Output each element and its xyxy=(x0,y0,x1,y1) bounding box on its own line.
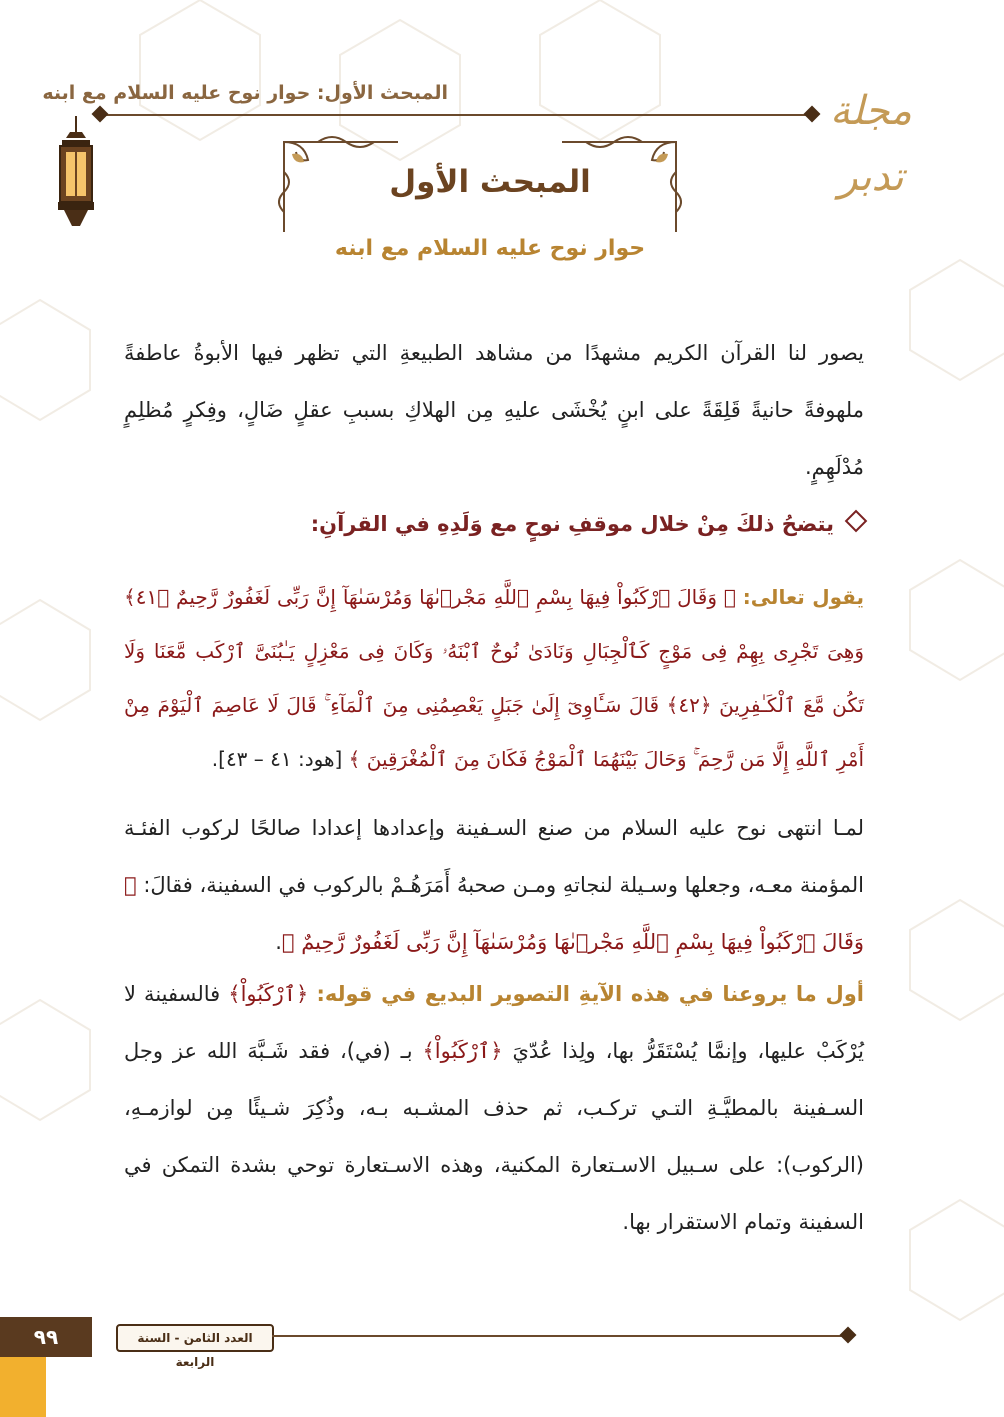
paragraph-ship-text: لمـا انتهى نوح عليه السلام من صنع السـفينة وإعدادها إعدادا صالحًا لركوب الفئـة المؤمنة معـه، وجعلها وسـيلة لنجاتهِ ومـن صحبهُ أَمَرَهُـمْ بالركوب في السفينة، فقالَ: xyxy=(124,816,864,897)
section-title: المبحث الأول xyxy=(389,164,591,200)
paragraph-metaphor-ayah-1: ﴿ٱرْكَبُواْ﴾ xyxy=(228,982,309,1006)
paragraph-ship-ayah: ﴿ وَقَالَ ٱرْكَبُواْ فِيهَا بِسْمِ ٱللَّهِ مَجْر۪ىٰهَا وَمُرْسَىٰهَآ إِنَّ رَبِّى لَغَفُورٌ رَّحِيمٌ ﴾ xyxy=(124,873,864,954)
diamond-bullet-icon xyxy=(845,510,868,533)
footer-rule xyxy=(272,1335,846,1337)
section-subtitle: حوار نوح عليه السلام مع ابنه xyxy=(334,236,646,261)
header-rule xyxy=(100,114,812,116)
color-tab xyxy=(0,1357,46,1417)
quote-ayah-text: ﴿ وَقَالَ ٱرْكَبُواْ فِيهَا بِسْمِ ٱللَّهِ مَجْر۪ىٰهَا وَمُرْسَىٰهَآ إِنَّ رَبِّى لَغَفُورٌ رَّحِيمٌ ﴿٤١﴾ وَهِىَ تَجْرِى بِهِمْ فِى مَوْجٍ كَٱلْجِبَالِ وَنَادَىٰ نُوحٌ ٱبْنَهُۥ وَكَانَ فِى مَعْزِلٍ يَـٰبُنَىَّ ٱرْكَب مَّعَنَا وَلَا تَكُن مَّعَ ٱلْكَـٰفِرِينَ ﴿٤٢﴾ قَالَ سَـَٔاوِىٓ إِلَىٰ جَبَلٍ يَعْصِمُنِى مِنَ ٱلْمَآءِ ۚ قَالَ لَا عَاصِمَ ٱلْيَوْمَ مِنْ أَمْرِ ٱللَّهِ إِلَّا مَن رَّحِمَ ۚ وَحَالَ بَيْنَهُمَا ٱلْمَوْجُ فَكَانَ مِنَ ٱلْمُغْرَقِينَ ﴾ xyxy=(124,585,864,771)
quote-reference: [هود: ٤١ – ٤٣]. xyxy=(211,747,343,771)
paragraph-metaphor-lead: أول ما يروعنا في هذه الآيةِ التصوير البديع في قوله: xyxy=(316,982,865,1006)
paragraph-metaphor-text-1: فالسفينة لا يُرْكَبْ عليها، وإنمَّا يُسْتَقَرُّ بها، ولِذا عُدّيَ xyxy=(124,982,864,1063)
paragraph-metaphor-text-2: بـ (في)، فقد شَـبَّهَ الله عز وجل السـفينة بالمطيَّـةِ التـي تركـب، ثم حذف المشـبه بـه، وذُكِرَ شـيئًا مِن لوازمـهِ، (الركوب): على سـبيل الاسـتعارة المكنية، وهذه الاسـتعارة توحي بشدة التمكن في السفينة وتمام الاستقرار بها. xyxy=(124,1039,864,1234)
page-number: ٩٩ xyxy=(0,1317,92,1357)
intro-paragraph: يصور لنا القرآن الكريم مشهدًا من مشاهد الطبيعةِ التي تظهر فيها الأبوةُ عاطفةً ملهوفةً حانيةً قَلِقَةً على ابنٍ يُخْشَى عليهِ مِن الهلاكِ بسببِ عقلٍ ضَالٍ، وفِكرٍ مُظلِمٍ مُدْلَهِمٍ. xyxy=(124,341,864,479)
lantern-icon xyxy=(48,116,104,236)
bullet-heading xyxy=(124,506,864,542)
paragraph-metaphor xyxy=(124,966,864,1251)
bullet-heading-text: يتضحُ ذلكَ مِنْ خلال موقفِ نوحٍ مع وَلَدِهِ في القرآنِ: xyxy=(310,512,834,536)
quran-quotation xyxy=(124,570,864,786)
running-head: المبحث الأول: حوار نوح عليه السلام مع ابنه xyxy=(42,82,448,104)
quote-lead: يقول تعالى: xyxy=(742,585,865,609)
paragraph-ship xyxy=(124,800,864,971)
magazine-logo: مجلة تدبر xyxy=(830,88,912,200)
issue-label: العدد الثامن - السنة الرابعة xyxy=(116,1324,274,1352)
paragraph-metaphor-ayah-2: ﴿ٱرْكَبُواْ﴾ xyxy=(422,1039,503,1063)
paragraph-ship-end: . xyxy=(275,930,282,954)
